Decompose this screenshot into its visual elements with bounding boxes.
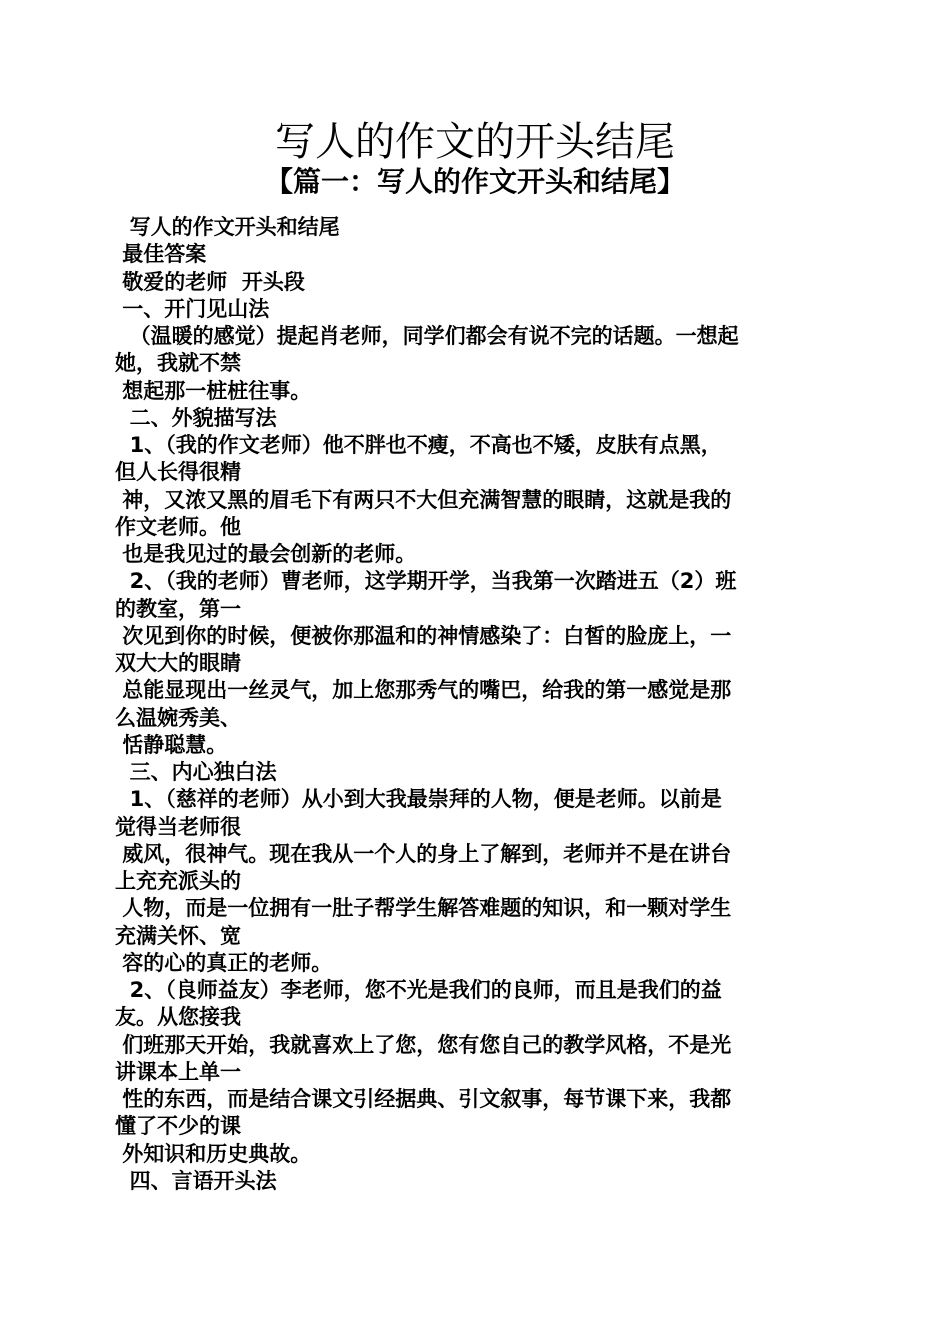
body-line: 觉得当老师很 xyxy=(115,814,241,839)
body-line: 作文老师。他 xyxy=(115,514,241,539)
body-line: 想起那一桩桩往事。 xyxy=(115,378,312,403)
body-line: 2、（我的老师）曹老师，这学期开学，当我第一次踏进五（2）班 xyxy=(115,569,737,594)
document-title: 写人的作文的开头结尾 xyxy=(275,119,675,165)
body-line: 最佳答案 xyxy=(115,242,207,267)
body-line: 上充充派头的 xyxy=(115,869,241,893)
body-line: （温暖的感觉）提起肖老师，同学们都会有说不完的话题。一想起 xyxy=(115,324,739,348)
body-line: 友。从您接我 xyxy=(115,1005,241,1030)
body-line: 1、（我的作文老师）他不胖也不瘦，不高也不矮，皮肤有点黑， xyxy=(115,433,722,457)
body-line: 性的东西，而是结合课文引经据典、引文叙事，每节课下来，我都 xyxy=(115,1087,732,1111)
body-line: 写人的作文开头和结尾 xyxy=(115,215,340,239)
body-line: 敬爱的老师 开头段 xyxy=(115,269,305,294)
body-line: 三、内心独白法 xyxy=(115,760,277,784)
body-line: 么温婉秀美、 xyxy=(115,705,241,730)
body-line: 威风，很神气。现在我从一个人的身上了解到，老师并不是在讲台 xyxy=(115,841,732,866)
body-line: 充满关怀、宽 xyxy=(115,923,241,948)
body-line: 她，我就不禁 xyxy=(115,351,241,376)
body-line: 二、外貌描写法 xyxy=(115,405,277,430)
document-subtitle: 【篇一：写人的作文开头和结尾】 xyxy=(264,165,685,198)
document-body xyxy=(115,214,830,1195)
body-line: 懂了不少的课 xyxy=(115,1114,241,1139)
body-line: 但人长得很精 xyxy=(115,460,241,485)
body-line: 容的心的真正的老师。 xyxy=(115,950,333,975)
body-line: 2、（良师益友）李老师，您不光是我们的良师，而且是我们的益 xyxy=(115,978,722,1002)
body-line: 外知识和历史典故。 xyxy=(115,1141,312,1166)
body-line: 也是我见过的最会创新的老师。 xyxy=(115,542,417,566)
body-line: 四、言语开头法 xyxy=(115,1168,277,1193)
body-line: 恬静聪慧。 xyxy=(115,732,228,757)
body-line: 的教室，第一 xyxy=(115,596,241,621)
body-line: 双大大的眼睛 xyxy=(115,651,241,675)
body-line: 次见到你的时候，便被你那温和的神情感染了：白皙的脸庞上，一 xyxy=(115,623,732,648)
body-line: 人物，而是一位拥有一肚子帮学生解答难题的知识，和一颗对学生 xyxy=(115,896,732,921)
body-line: 一、开门见山法 xyxy=(115,296,270,321)
body-line: 1、（慈祥的老师）从小到大我最崇拜的人物，便是老师。以前是 xyxy=(115,787,722,812)
body-line: 神，又浓又黑的眉毛下有两只不大但充满智慧的眼睛，这就是我的 xyxy=(115,487,732,512)
body-line: 们班那天开始，我就喜欢上了您，您有您自己的教学风格，不是光 xyxy=(115,1032,732,1057)
body-line: 总能显现出一丝灵气，加上您那秀气的嘴巴，给我的第一感觉是那 xyxy=(115,678,732,703)
body-line: 讲课本上单一 xyxy=(115,1059,241,1084)
